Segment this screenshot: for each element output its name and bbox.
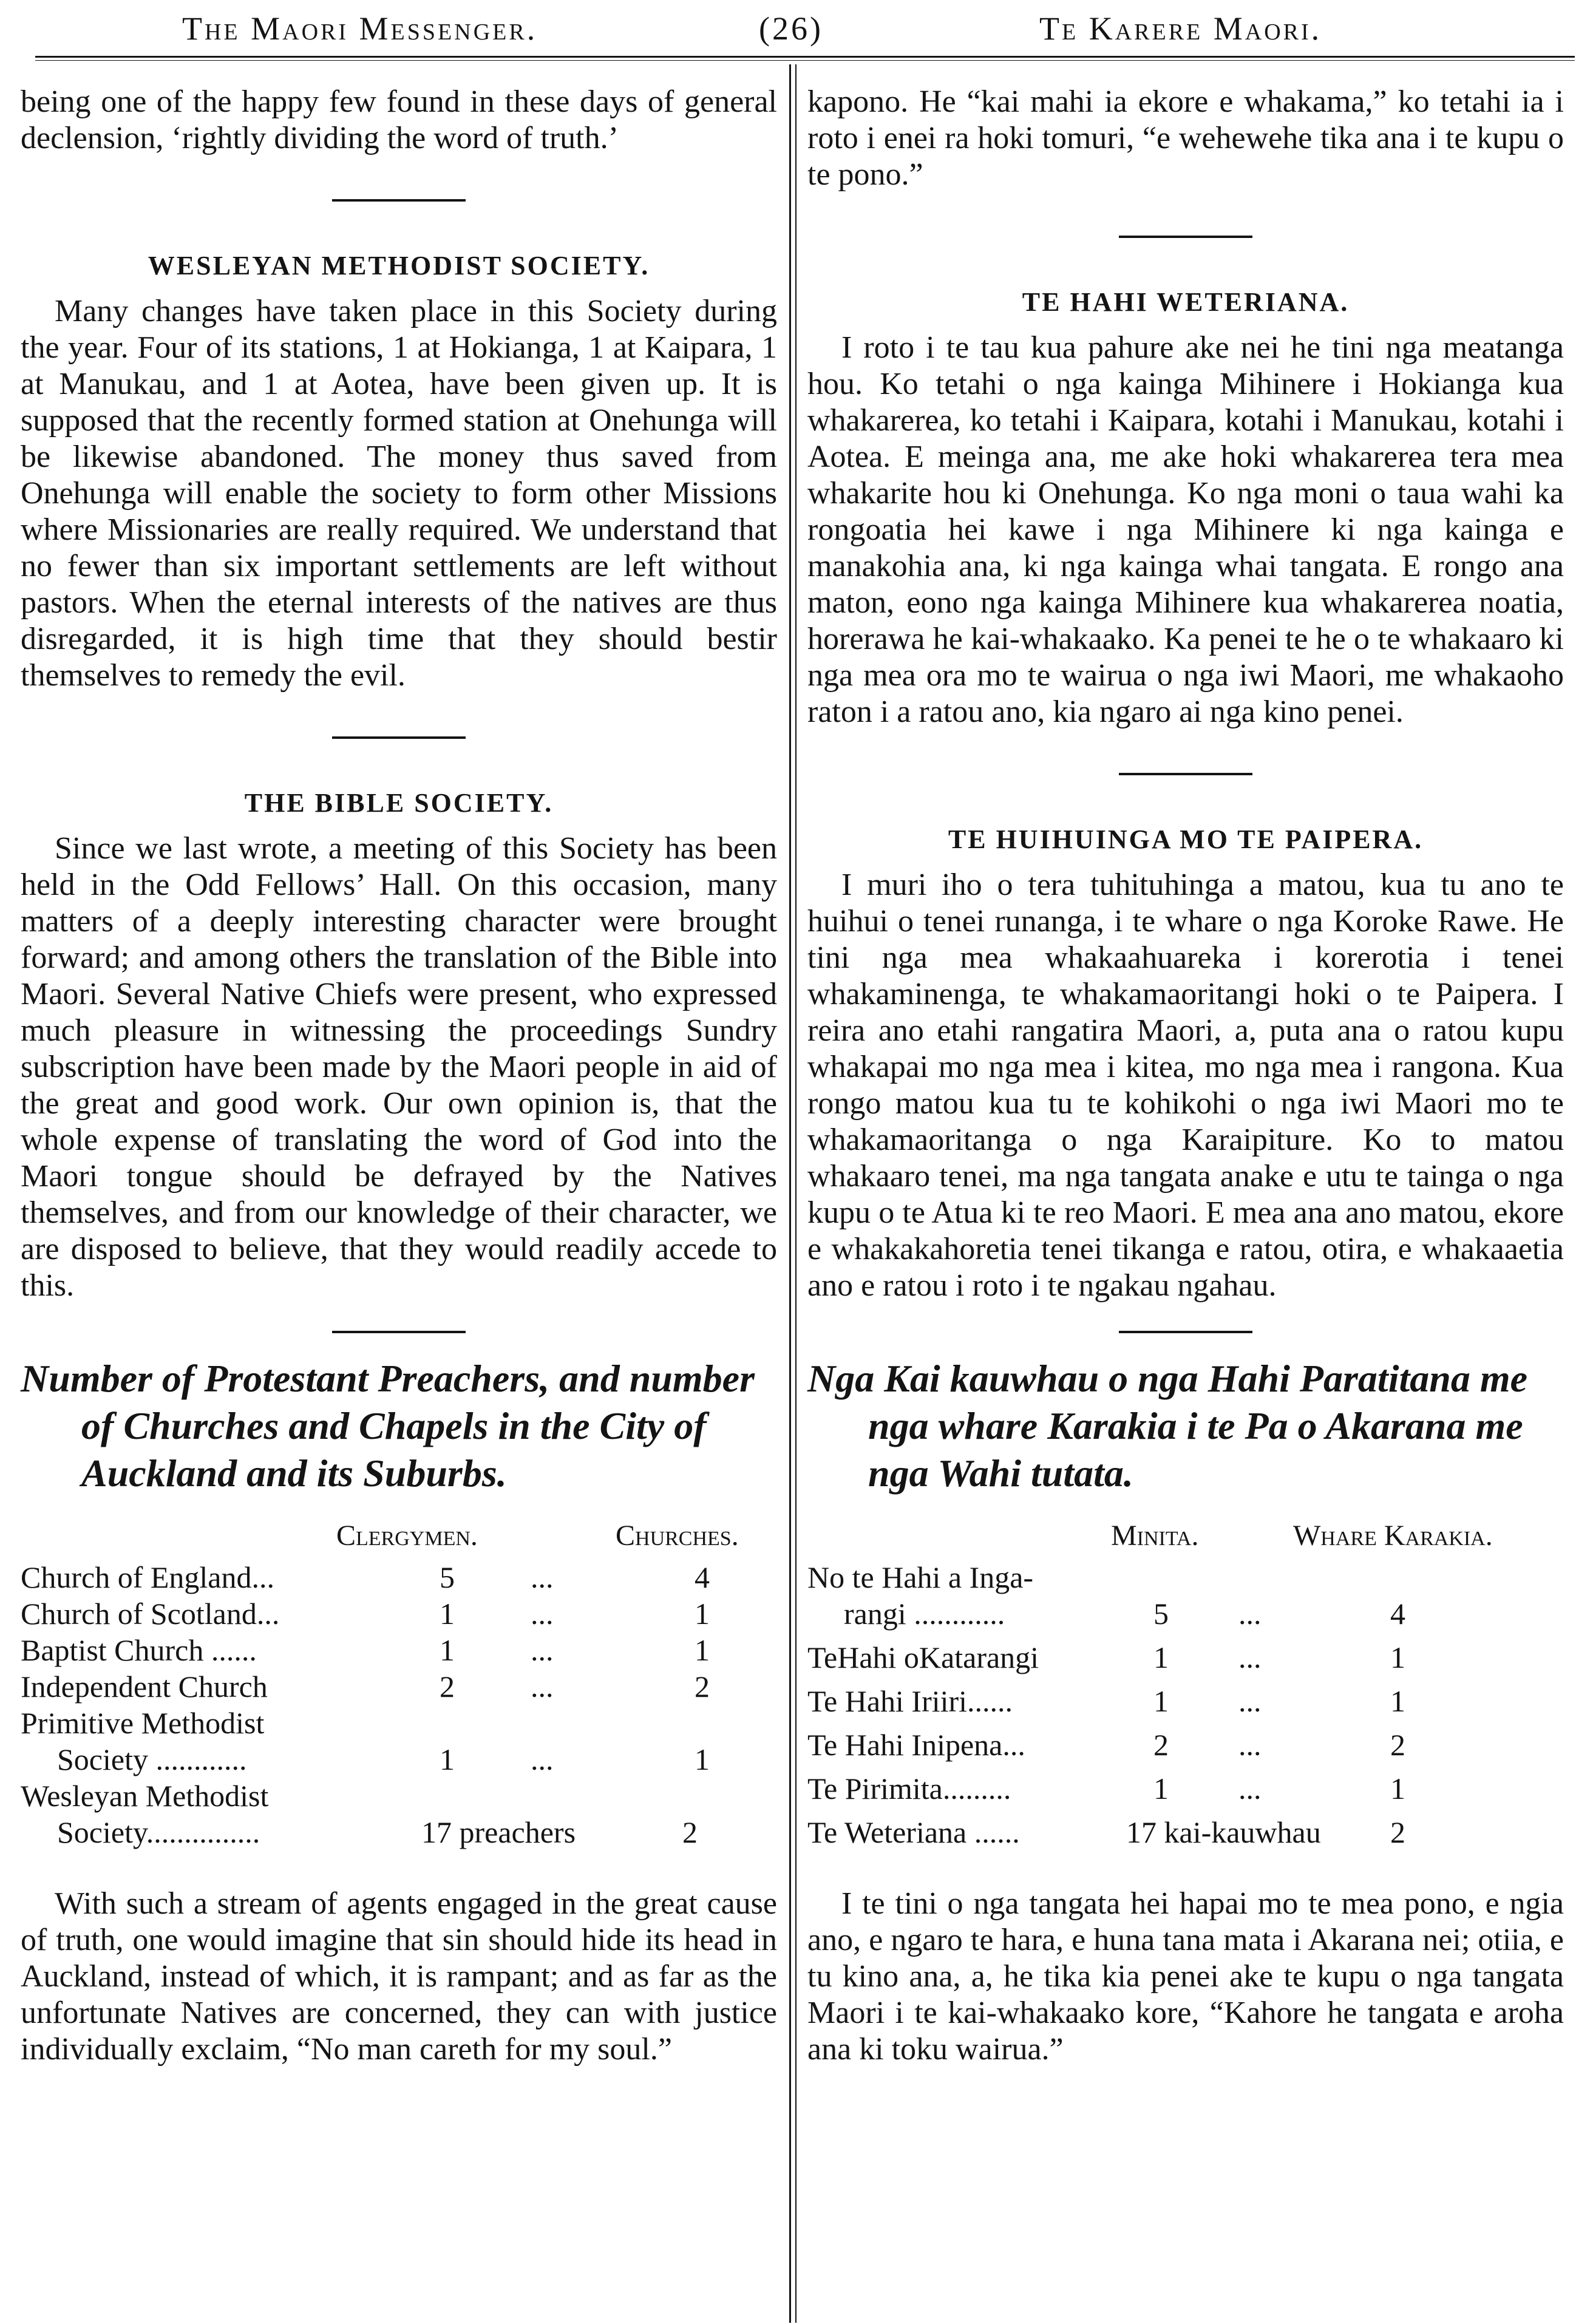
section-rule bbox=[332, 199, 466, 202]
masthead-english: The Maori Messenger. bbox=[182, 10, 538, 47]
maori-column bbox=[807, 84, 1564, 2068]
wesleyan-heading: WESLEYAN METHODIST SOCIETY. bbox=[148, 251, 650, 280]
denomination-name: No te Hahi a Inga- bbox=[807, 1560, 1034, 1594]
column-divider bbox=[789, 64, 791, 2323]
leader-dots: ... bbox=[531, 1633, 554, 1667]
table-row bbox=[21, 1595, 777, 1632]
denomination-name: Primitive Methodist bbox=[21, 1706, 265, 1740]
section-rule bbox=[1119, 1331, 1252, 1333]
paipera-article: I muri iho o tera tuhituhinga a matou, kua tu ano te huihui o tenei runanga, i te whare o nga Koroke Rawe. He tini nga mea whakaahuareka i korerotia i tenei whakaminenga, te whakamaoritangi hoki o te Paipera. I reira ano etahi rangatira Maori, a, puta ana o ratou kupu whakapai mo nga mea i kitea, mo nga mea i rangona. Kua rongo matou kua tu te kohikohi o nga iwi Maori mo te whakamaoritanga o nga Karaipiture. Ko to matou whakaaro tenei, ma nga tangata anake e utu te tainga o nga kupu o te Atua ki te reo Maori. E mea ana ano matou, ekore e whakakahoretia tenei tikanga e ratou, otira, e whakaaetia ano e ratou i roto i te ngakau ngahau. bbox=[807, 868, 1564, 1303]
column-header-clergymen: Clergymen. bbox=[336, 1520, 478, 1552]
table-header bbox=[807, 1513, 1564, 1559]
leader-dots: ... bbox=[531, 1597, 554, 1631]
denomination-name: Te Hahi Iriiri...... bbox=[807, 1684, 1013, 1718]
bible-society-article: Since we last wrote, a meeting of this Society has been held in the Odd Fellows’ Hall. On this occasion, many matters of a deeply interesting character were brought forward; and among others the translation of the Bible into Maori. Several Native Chiefs were present, who expressed much pleasure in witnessing the proceedings Sundry subscription have been made by the Maori people in aid of the great and good work. Our own opinion is, that the whole expense of translating the word of God into the Maori tongue should be defrayed by the Natives themselves, and from our knowledge of their character, we are disposed to believe, that they would readily accede to this. bbox=[21, 831, 777, 1303]
denomination-name: Church of Scotland... bbox=[21, 1597, 280, 1631]
section-rule bbox=[332, 1331, 466, 1333]
leader-dots: ... bbox=[531, 1670, 554, 1704]
kaikauwhau-table bbox=[807, 1513, 1564, 1850]
kaikauwhau-table-title: Nga Kai kauwhau o nga Hahi Paratitana me nga whare Karakia i te Pa o Akarana me nga Wahi tutata. bbox=[807, 1357, 1528, 1495]
column-divider-inner bbox=[795, 64, 796, 2323]
table-row bbox=[807, 1727, 1564, 1763]
table-row bbox=[807, 1770, 1564, 1807]
table-row bbox=[21, 1632, 777, 1668]
table-row bbox=[21, 1705, 777, 1741]
table-row bbox=[807, 1595, 1564, 1632]
column-header-churches: Churches. bbox=[616, 1520, 739, 1552]
table-row bbox=[807, 1814, 1564, 1850]
denomination-name: Te Weteriana ...... bbox=[807, 1815, 1020, 1849]
header-rule bbox=[35, 56, 1575, 61]
leader-dots: ... bbox=[1238, 1597, 1262, 1631]
churches-count: 1 bbox=[695, 1597, 710, 1631]
bible-society-heading: THE BIBLE SOCIETY. bbox=[244, 788, 554, 818]
denomination-name: Baptist Church ...... bbox=[21, 1633, 257, 1667]
table-row bbox=[807, 1683, 1564, 1719]
leader-dots: ... bbox=[1238, 1640, 1262, 1674]
churches-count: 1 bbox=[695, 1742, 710, 1776]
ministers-count: 2 bbox=[440, 1670, 455, 1704]
ministers-count: 17 preachers bbox=[421, 1815, 576, 1849]
table-row bbox=[21, 1814, 777, 1850]
ministers-count: 1 bbox=[440, 1597, 455, 1631]
churches-count: 4 bbox=[1390, 1597, 1405, 1631]
page-number: (26) bbox=[759, 10, 823, 47]
column-header-minita: Minita. bbox=[1111, 1520, 1199, 1552]
leader-dots: ... bbox=[531, 1742, 554, 1776]
churches-count: 1 bbox=[1390, 1640, 1405, 1674]
denomination-name-cont: rangi ............ bbox=[844, 1597, 1005, 1631]
ministers-count: 5 bbox=[440, 1560, 455, 1594]
table-row bbox=[21, 1559, 777, 1595]
ministers-count: 1 bbox=[1153, 1772, 1169, 1806]
preachers-table-title: Number of Protestant Preachers, and number of Churches and Chapels in the City of Auckland and its Suburbs. bbox=[21, 1357, 755, 1495]
section-rule bbox=[1119, 236, 1252, 238]
continued-paragraph: kapono. He “kai mahi ia ekore e whakama,” ko tetahi ia i roto i enei ra hoki tomuri, “e wehewehe tika ana i te kupu o te pono.” bbox=[807, 84, 1564, 192]
ministers-count: 1 bbox=[440, 1742, 455, 1776]
weteriana-article: I roto i te tau kua pahure ake nei he tini nga meatanga hou. Ko tetahi o nga kainga Mihinere i Hokianga kua whakarerea, ko tetahi i Kaipara, kotahi i Manukau, kotahi i Aotea. E meinga ana, me ake hoki whakarerea tera mea whakarite hou ki Onehunga. Ko nga moni o taua wahi ka rongoatia hei kawe i nga Mihinere ki nga kainga e manakohia ana, ki nga kainga whai tangata. E rongo ana maton, eono nga kainga Mihinere kua whakarerea noatia, horerawa he kai-whakaako. Ka penei te he o te whakaaro ki nga mea ora mo te wairua o nga iwi Maori, me whakaoho raton i a ratou ano, kia ngaro ai nga kino penei. bbox=[807, 330, 1564, 729]
denomination-name: Independent Church bbox=[21, 1670, 268, 1704]
preachers-table bbox=[21, 1513, 777, 1850]
continued-paragraph: being one of the happy few found in these days of general declension, ‘rightly dividing the word of truth.’ bbox=[21, 84, 777, 155]
churches-count: 2 bbox=[695, 1670, 710, 1704]
churches-count: 1 bbox=[1390, 1772, 1405, 1806]
english-column bbox=[21, 84, 777, 2068]
table-row bbox=[21, 1778, 777, 1814]
ministers-count: 1 bbox=[1153, 1640, 1169, 1674]
denomination-name: Te Pirimita......... bbox=[807, 1772, 1011, 1806]
running-head bbox=[0, 4, 1593, 51]
denomination-name-cont: Society............... bbox=[57, 1815, 260, 1849]
ministers-count: 1 bbox=[440, 1633, 455, 1667]
churches-count: 4 bbox=[695, 1560, 710, 1594]
churches-count: 2 bbox=[682, 1815, 698, 1849]
ministers-count: 2 bbox=[1153, 1728, 1169, 1762]
wesleyan-article: Many changes have taken place in this Society during the year. Four of its stations, 1 at Hokianga, 1 at Kaipara, 1 at Manukau, and 1 at Aotea, have been given up. It is supposed that the recently formed station at Onehunga will be likewise abandoned. The money thus saved from Onehunga will enable the society to form other Missions where Missionaries are really required. We understand that no fewer than six important settlements are left without pastors. When the eternal interests of the natives are thus disregarded, it is high time that they should bestir themselves to remedy the evil. bbox=[21, 294, 777, 693]
closing-paragraph: I te tini o nga tangata hei hapai mo te mea pono, e ngia ano, e ngaro te hara, e huna tana mata i Akarana nei; otiia, e tu kino ana, a, he tika kia penei ake te kupu o nga tangata Maori i te kai-whakaako kore, “Kahore he tangata e aroha ana ki toku wairua.” bbox=[807, 1886, 1564, 2067]
denomination-name: TeHahi oKatarangi bbox=[807, 1640, 1039, 1674]
table-row bbox=[21, 1741, 777, 1778]
churches-count: 2 bbox=[1390, 1815, 1405, 1849]
leader-dots: ... bbox=[1238, 1684, 1262, 1718]
column-header-whare: Whare Karakia. bbox=[1293, 1520, 1493, 1552]
leader-dots: ... bbox=[531, 1560, 554, 1594]
churches-count: 2 bbox=[1390, 1728, 1405, 1762]
ministers-count: 5 bbox=[1153, 1597, 1169, 1631]
closing-paragraph: With such a stream of agents engaged in the great cause of truth, one would imagine that sin should hide its head in Auckland, instead of which, it is rampant; and as far as the unfortunate Natives are concerned, they can with justice individually exclaim, “No man careth for my soul.” bbox=[21, 1886, 777, 2067]
section-rule bbox=[1119, 773, 1252, 775]
table-row bbox=[807, 1559, 1564, 1595]
denomination-name: Te Hahi Inipena... bbox=[807, 1728, 1025, 1762]
masthead-maori: Te Karere Maori. bbox=[1039, 10, 1322, 47]
ministers-count: 1 bbox=[1153, 1684, 1169, 1718]
table-header bbox=[21, 1513, 777, 1559]
churches-count: 1 bbox=[1390, 1684, 1405, 1718]
paipera-heading: TE HUIHUINGA MO TE PAIPERA. bbox=[948, 824, 1424, 854]
leader-dots: ... bbox=[1238, 1772, 1262, 1806]
leader-dots: ... bbox=[1238, 1728, 1262, 1762]
table-row bbox=[807, 1639, 1564, 1676]
section-rule bbox=[332, 736, 466, 739]
table-row bbox=[21, 1668, 777, 1705]
weteriana-heading: TE HAHI WETERIANA. bbox=[1022, 287, 1350, 317]
denomination-name: Wesleyan Methodist bbox=[21, 1779, 269, 1813]
denomination-name: Church of England... bbox=[21, 1560, 274, 1594]
churches-count: 1 bbox=[695, 1633, 710, 1667]
ministers-count: 17 kai-kauwhau bbox=[1126, 1815, 1321, 1849]
denomination-name-cont: Society ............ bbox=[57, 1742, 247, 1776]
